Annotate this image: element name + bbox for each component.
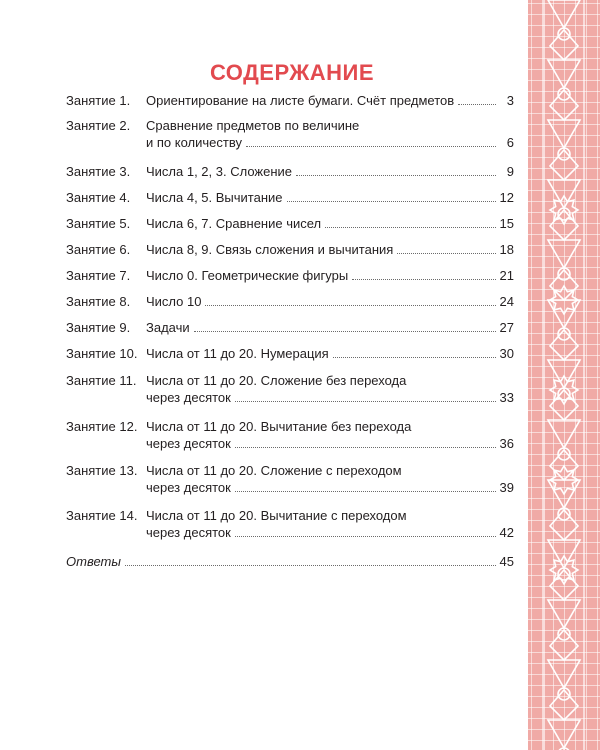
dot-leader [333,356,496,358]
lesson-title: Числа от 11 до 20. Сложение без перехода [146,373,407,388]
page-number: 15 [499,216,514,231]
dot-leader [194,330,496,332]
toc-entry[interactable] [66,462,514,496]
lesson-title: Сравнение предметов по величине [146,118,360,133]
toc-entry[interactable] [66,189,514,206]
page-number: 27 [499,320,514,335]
dot-leader [235,490,496,492]
toc-entry[interactable] [66,372,514,406]
lesson-title: через десяток [146,480,231,495]
lesson-number: Занятие 8. [66,294,131,309]
page-number: 18 [499,242,514,257]
lesson-number: Занятие 2. [66,118,131,133]
toc-entry[interactable] [66,319,514,336]
page-number: 39 [499,480,514,495]
page-number: 9 [506,164,514,179]
page-number: 45 [499,554,514,569]
lesson-number: Занятие 14. [66,508,138,523]
page-title: СОДЕРЖАНИЕ [209,60,375,85]
lesson-number: Занятие 11. [66,373,137,388]
lesson-number: Занятие 4. [66,190,131,205]
page-number: 21 [499,268,514,283]
toc-entry[interactable] [66,345,514,362]
lesson-title: Числа 8, 9. Связь сложения и вычитания [146,242,394,257]
dot-leader [235,535,496,537]
lesson-title: через десяток [146,525,231,540]
lesson-title: Число 0. Геометрические фигуры [146,268,349,283]
page-number: 12 [499,190,514,205]
lesson-title: Число 10 [146,294,202,309]
decorative-side-band [528,0,600,750]
toc-entry[interactable] [66,267,514,284]
toc-entry[interactable] [66,215,514,232]
toc-entry[interactable] [66,92,514,109]
dot-leader [296,174,496,176]
toc-entry[interactable] [66,241,514,258]
lesson-number: Занятие 10. [66,346,138,361]
dot-leader [235,400,496,402]
page-number: 3 [506,93,514,108]
dot-leader [205,304,495,306]
lesson-number: Занятие 5. [66,216,131,231]
lesson-title: через десяток [146,390,231,405]
dot-leader [246,145,496,147]
toc-entry[interactable] [66,163,514,180]
dot-leader [458,103,496,105]
lesson-title: Числа 6, 7. Сравнение чисел [146,216,322,231]
dot-leader [352,278,495,280]
page-number: 36 [499,436,514,451]
lesson-title: Числа от 11 до 20. Вычитание без перехода [146,419,412,434]
toc-entry[interactable] [66,418,514,452]
lesson-number: Занятие 12. [66,419,138,434]
lesson-title: через десяток [146,436,231,451]
lesson-title: Ориентирование на листе бумаги. Счёт предметов [146,93,455,108]
answers-label: Ответы [66,554,121,569]
lesson-title: Числа 4, 5. Вычитание [146,190,283,205]
toc-entry[interactable] [66,117,514,151]
lesson-number: Занятие 7. [66,268,131,283]
lesson-title: Задачи [146,320,190,335]
page-number: 30 [499,346,514,361]
lesson-number: Занятие 1. [66,93,131,108]
page-number: 42 [499,525,514,540]
lesson-title: Числа 1, 2, 3. Сложение [146,164,293,179]
page-number: 24 [499,294,514,309]
lesson-number: Занятие 13. [66,463,138,478]
lesson-number: Занятие 9. [66,320,131,335]
toc-entry[interactable] [66,293,514,310]
lesson-title: Числа от 11 до 20. Вычитание с переходом [146,508,407,523]
dot-leader [287,200,496,202]
toc-entry[interactable] [66,507,514,541]
lesson-number: Занятие 3. [66,164,131,179]
page-number: 6 [506,135,514,150]
dot-leader [125,564,496,566]
dot-leader [397,252,495,254]
toc-entry-answers[interactable] [66,553,514,570]
lesson-title: Числа от 11 до 20. Нумерация [146,346,329,361]
dot-leader [325,226,495,228]
lesson-title: и по количеству [146,135,242,150]
lesson-title: Числа от 11 до 20. Сложение с переходом [146,463,402,478]
lesson-number: Занятие 6. [66,242,131,257]
dot-leader [235,446,496,448]
page-number: 33 [499,390,514,405]
geometric-ornament-icon [528,0,600,750]
